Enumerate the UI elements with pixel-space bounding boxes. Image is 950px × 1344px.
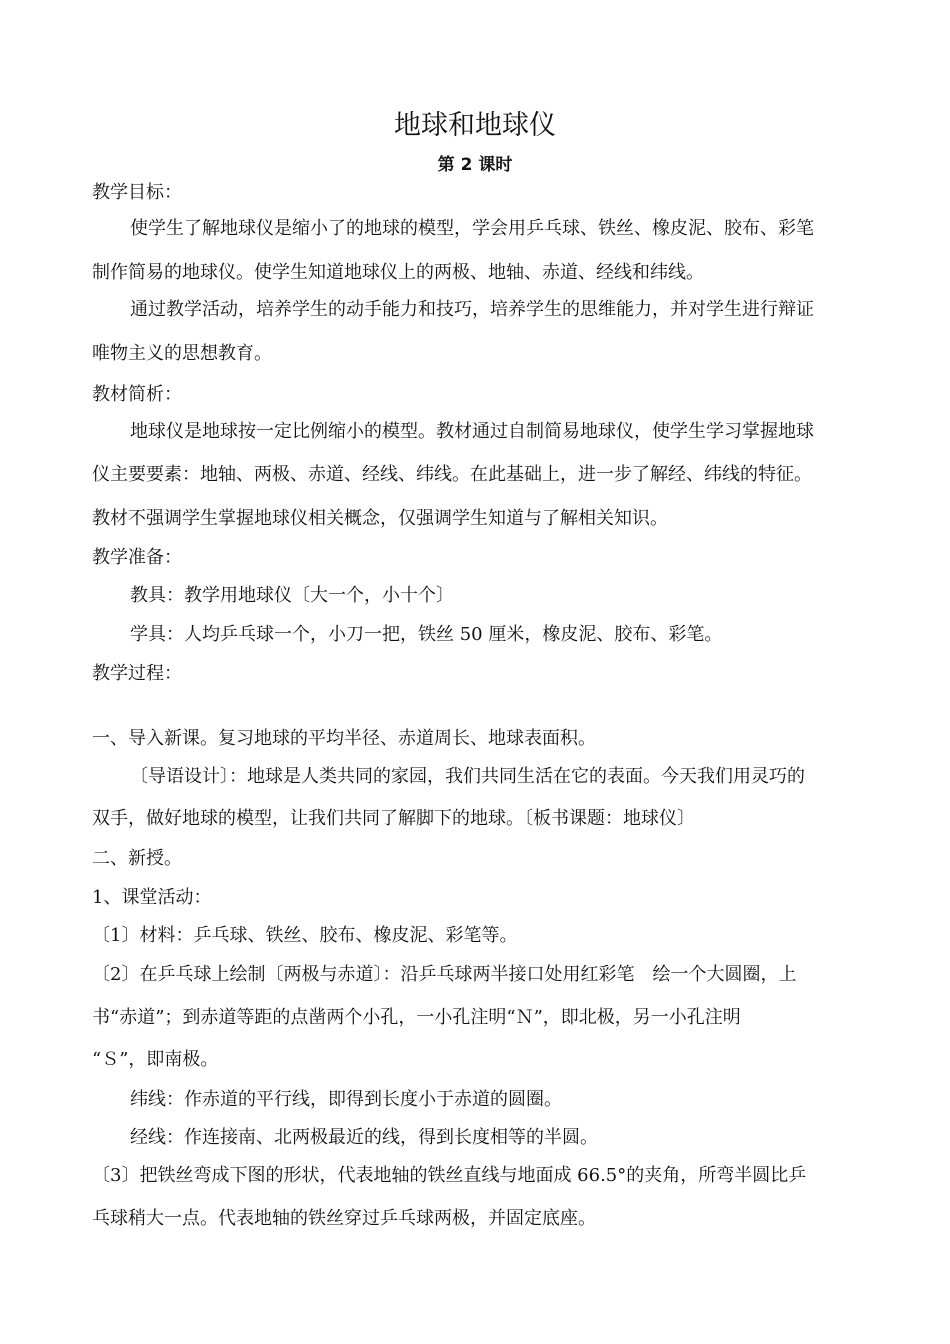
paragraph-line: 教具：教学用地球仪〔大一个，小十个〕: [130, 585, 454, 606]
paragraph-line: 〔1〕材料：乒乓球、铁丝、胶布、橡皮泥、彩笔等。: [92, 925, 518, 946]
paragraph-line: 二、新授。: [92, 848, 182, 869]
paragraph-line: 〔3〕把铁丝弯成下图的形状，代表地轴的铁丝直线与地面成 66.5°的夹角，所弯半圆比乒: [92, 1165, 807, 1186]
paragraph-line: 乓球稍大一点。代表地轴的铁丝穿过乒乓球两极，并固定底座。: [92, 1208, 596, 1229]
paragraph-line: 一、导入新课。复习地球的平均半径、赤道周长、地球表面积。: [92, 728, 596, 749]
paragraph-line: 地球仪是地球按一定比例缩小的模型。教材通过自制简易地球仪，使学生学习掌握地球: [130, 421, 814, 442]
page-subtitle: 第 2 课时: [437, 155, 513, 175]
paragraph-line: 仪主要要素：地轴、两极、赤道、经线、纬线。在此基础上，进一步了解经、纬线的特征。: [92, 464, 812, 485]
page-title: 地球和地球仪: [394, 110, 556, 141]
paragraph-line: 使学生了解地球仪是缩小了的地球的模型，学会用乒乓球、铁丝、橡皮泥、胶布、彩笔: [130, 218, 814, 239]
section-heading-process: 教学过程：: [92, 663, 182, 684]
section-heading-preparation: 教学准备：: [92, 547, 182, 568]
section-heading-materials-analysis: 教材简析：: [92, 384, 182, 405]
section-heading-objectives: 教学目标：: [92, 182, 182, 203]
paragraph-line: 学具：人均乒乓球一个，小刀一把，铁丝 50 厘米，橡皮泥、胶布、彩笔。: [130, 624, 723, 645]
paragraph-line: 〔导语设计〕：地球是人类共同的家园，我们共同生活在它的表面。今天我们用灵巧的: [130, 766, 805, 787]
paragraph-line: 唯物主义的思想教育。: [92, 343, 272, 364]
paragraph-line: 书“赤道”；到赤道等距的点凿两个小孔，一小孔注明“Ｎ”，即北极，另一小孔注明: [92, 1007, 741, 1028]
paragraph-line: 〔2〕在乒乓球上绘制〔两极与赤道〕：沿乒乓球两半接口处用红彩笔 绘一个大圆圈，上: [92, 964, 797, 985]
paragraph-line: 经线：作连接南、北两极最近的线，得到长度相等的半圆。: [130, 1127, 598, 1148]
paragraph-line: 双手，做好地球的模型，让我们共同了解脚下的地球。〔板书课题：地球仪〕: [92, 808, 695, 829]
paragraph-line: 教材不强调学生掌握地球仪相关概念，仅强调学生知道与了解相关知识。: [92, 508, 668, 529]
paragraph-line: 制作简易的地球仪。使学生知道地球仪上的两极、地轴、赤道、经线和纬线。: [92, 262, 704, 283]
paragraph-line: “Ｓ”，即南极。: [92, 1049, 219, 1070]
paragraph-line: 通过教学活动，培养学生的动手能力和技巧，培养学生的思维能力，并对学生进行辩证: [130, 299, 814, 320]
paragraph-line: 纬线：作赤道的平行线，即得到长度小于赤道的圆圈。: [130, 1089, 562, 1110]
paragraph-line: 1、课堂活动：: [92, 887, 212, 908]
